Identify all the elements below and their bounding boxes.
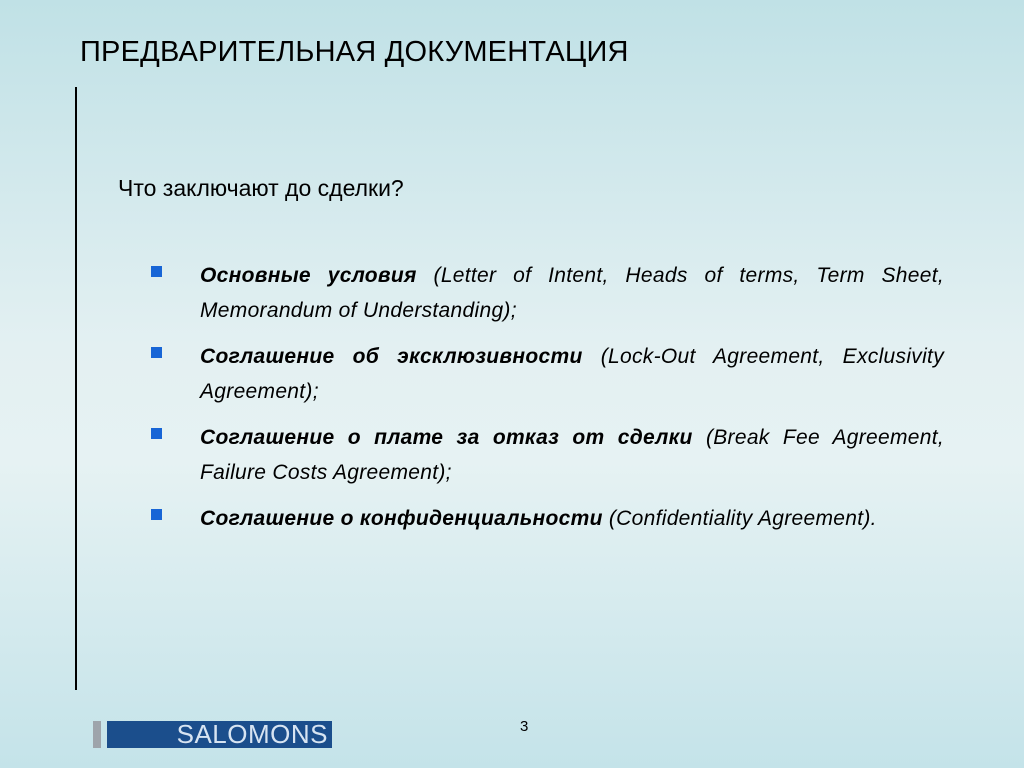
- list-item: [151, 501, 944, 536]
- list-item: [151, 258, 944, 328]
- list-item-term: Соглашение о конфиденциальности: [200, 507, 603, 530]
- vertical-divider: [75, 87, 77, 690]
- list-item-text: [200, 258, 944, 328]
- logo-wordmark: SALOMONS: [107, 721, 332, 748]
- list-item-term: Соглашение о плате за отказ от сделки: [200, 426, 693, 449]
- slide-question: Что заключают до сделки?: [118, 175, 404, 201]
- list-item-term: Основные условия: [200, 264, 417, 287]
- list-item-description: (Break Fee Agreement, Failure Costs Agreement);: [200, 426, 945, 484]
- square-bullet-icon: [151, 347, 162, 358]
- list-item-text: [200, 501, 944, 536]
- list-item-text: [200, 420, 944, 490]
- slide-title: ПРЕДВАРИТЕЛЬНАЯ ДОКУМЕНТАЦИЯ: [80, 36, 629, 68]
- list-item-description: (Letter of Intent, Heads of terms, Term Sheet, Memorandum of Understanding);: [200, 264, 945, 322]
- logo-mark-icon: [93, 721, 101, 748]
- salomons-logo: [93, 721, 332, 748]
- list-item: [151, 420, 944, 490]
- square-bullet-icon: [151, 509, 162, 520]
- page-number: 3: [520, 718, 529, 735]
- list-item-text: [200, 339, 944, 409]
- square-bullet-icon: [151, 428, 162, 439]
- list-item-description: (Lock-Out Agreement, Exclusivity Agreement);: [200, 345, 944, 403]
- bullet-list: [151, 258, 944, 547]
- list-item: [151, 339, 944, 409]
- list-item-term: Соглашение об эксклюзивности: [200, 345, 583, 368]
- square-bullet-icon: [151, 266, 162, 277]
- list-item-description: (Confidentiality Agreement).: [602, 507, 877, 530]
